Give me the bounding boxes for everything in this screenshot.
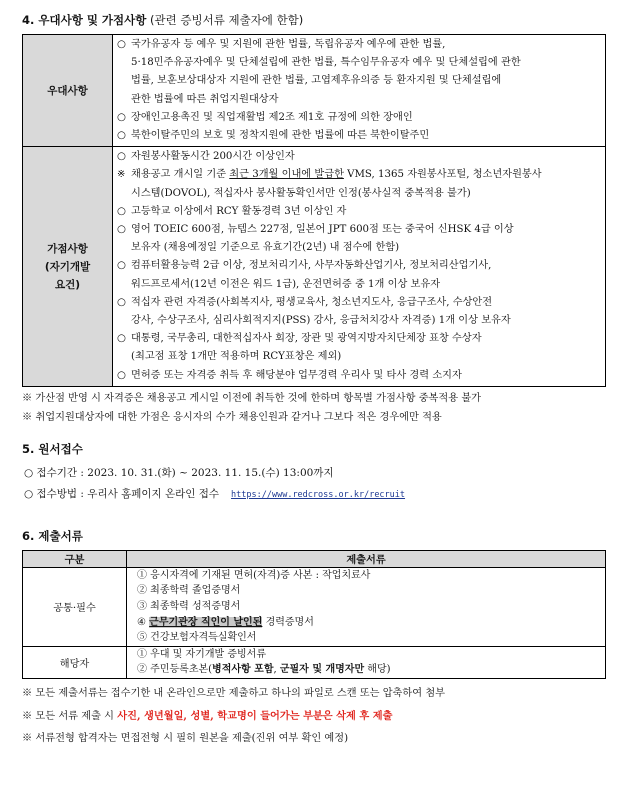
table-row — [23, 567, 606, 646]
list-item: ○ 국가유공자 등 예우 및 지원에 관한 법률, 독립유공자 예우에 관한 법률, — [117, 39, 446, 50]
list-item: (최고점 표창 1개만 적용하며 RCY표창은 제외) — [131, 351, 342, 363]
list-item: ○ 면허증 또는 자격증 취득 후 해당분야 업무경력 우리사 및 타사 경력 소지자 — [117, 369, 462, 381]
preference-table — [22, 34, 606, 387]
list-item: 워드프로세서(12년 이전은 워드 1급), 운전면허증 중 1개 이상 보유자 — [131, 278, 441, 290]
common-items — [127, 567, 606, 646]
list-item: ○ 북한이탈주민의 보호 및 정착지원에 관한 법률에 따른 북한이탈주민 — [117, 130, 430, 142]
method-row: ○ 접수방법 : 우리사 홈페이지 온라인 접수 https://www.redcross.or.kr/recruit — [24, 487, 406, 500]
recruit-link[interactable]: https://www.redcross.or.kr/recruit — [231, 489, 406, 500]
header-category: 구분 — [23, 550, 127, 567]
header-docs: 제출서류 — [127, 550, 606, 567]
list-item: 5·18민주유공자예우 및 단체설립에 관한 법률, 특수임무유공자 예우 및 단체설립에 관한 — [131, 57, 521, 69]
list-item: ② 주민등록초본(병적사항 포함, 군필자 및 개명자만 해당) — [137, 664, 391, 676]
list-item: 관한 법률에 따른 취업지원대상자 — [131, 93, 279, 105]
note: ※ 모든 서류 제출 시 사진, 생년월일, 성별, 학교명이 들어가는 부분은 삭제 후 제출 — [22, 710, 393, 723]
preference-label: 우대사항 — [23, 35, 113, 147]
section6 — [22, 528, 606, 750]
note: ※ 취업지원대상자에 대한 가점은 응시자의 수가 채용인원과 같거나 그보다 적은 경우에만 적용 — [22, 411, 442, 423]
list-item: ○ 자원봉사활동시간 200시간 이상인자 — [117, 151, 295, 163]
list-item: 법률, 보훈보상대상자 지원에 관한 법률, 고엽제후유의증 등 환자지원 및 단체설립에 — [131, 75, 502, 87]
bonus-content — [113, 147, 606, 387]
bonus-row — [23, 147, 606, 387]
section5-title: 5. 원서접수 — [22, 441, 83, 456]
note: ※ 서류전형 합격자는 면접전형 시 필히 원본을 제출(진위 여부 확인 예정) — [22, 733, 349, 745]
note: ※ 가산점 반영 시 자격증은 채용공고 게시일 이전에 취득한 것에 한하며 항목별 가점사항 중복적용 불가 — [22, 392, 482, 404]
list-item: ② 최종학력 졸업증명서 — [137, 585, 241, 597]
section4-title: 4. 우대사항 및 가점사항 (관련 증빙서류 제출자에 한함) — [22, 13, 304, 27]
list-item: ○ 영어 TOEIC 600점, 뉴텝스 227점, 일본어 JPT 600점 또는 중국어 신HSK 4급 이상 — [117, 224, 514, 236]
preference-content — [113, 35, 606, 147]
note: ※ 모든 제출서류는 접수기한 내 온라인으로만 제출하고 하나의 파일로 스캔 또는 압축하여 첨부 — [22, 688, 446, 700]
applicable-label: 해당자 — [23, 646, 127, 678]
list-item: ○ 고등학교 이상에서 RCY 활동경력 3년 이상인 자 — [117, 205, 347, 217]
list-item: ⑤ 건강보험자격득실확인서 — [137, 632, 257, 644]
documents-table — [22, 550, 606, 679]
bonus-rest — [117, 203, 601, 385]
list-item: ○ 대통령, 국무총리, 대한적십자사 회장, 장관 및 광역지방자치단체장 표창 수상자 — [117, 333, 482, 345]
section4-notes — [22, 389, 606, 427]
table-row — [23, 646, 606, 678]
list-item: ○ 컴퓨터활용능력 2급 이상, 정보처리기사, 사무자동화산업기사, 정보처리산업기사, — [117, 260, 492, 272]
list-item: 시스템(DOVOL), 적십자사 봉사활동확인서만 인정(봉사실적 중복적용 불가) — [131, 187, 471, 199]
section6-notes — [22, 683, 606, 750]
list-item: ※ 채용공고 개시일 기준 최근 3개월 이내에 발급한 VMS, 1365 자원봉사포털, 청소년자원봉사 — [117, 169, 542, 181]
common-label: 공통·필수 — [23, 567, 127, 646]
list-item: 보유자 (채용예정일 기준으로 유효기간(2년) 내 점수에 한함) — [131, 242, 400, 254]
preference-row — [23, 35, 606, 147]
section5 — [22, 441, 606, 506]
list-item: ○ 적십자 관련 자격증(사회복지사, 평생교육사, 청소년지도사, 응급구조사, 수상안전 — [117, 296, 493, 308]
table-header — [23, 550, 606, 567]
list-item: ① 응시자격에 기재된 면허(자격)증 사본 : 작업치료사 — [137, 569, 371, 581]
list-item: ○ 장애인고용촉진 및 직업재활법 제2조 제1호 규정에 의한 장애인 — [117, 111, 413, 123]
applicable-items — [127, 646, 606, 678]
list-item: ③ 최종학력 성적증명서 — [137, 601, 241, 613]
section6-title: 6. 제출서류 — [22, 528, 83, 543]
list-item: ① 우대 및 자기개발 증빙서류 — [137, 648, 266, 660]
list-item: 강사, 수상구조사, 심리사회적지지(PSS) 강사, 응급처치강사 자격증) 1개 이상 보유자 — [131, 315, 511, 327]
bonus-label: 가점사항 (자기개발 요건) — [23, 147, 113, 387]
period-row: ○ 접수기간 : 2023. 10. 31.(화) ~ 2023. 11. 15.(수) 13:00까지 — [24, 466, 334, 479]
list-item: ④ 근무기관장 직인이 날인된 경력증명서 — [137, 616, 314, 628]
